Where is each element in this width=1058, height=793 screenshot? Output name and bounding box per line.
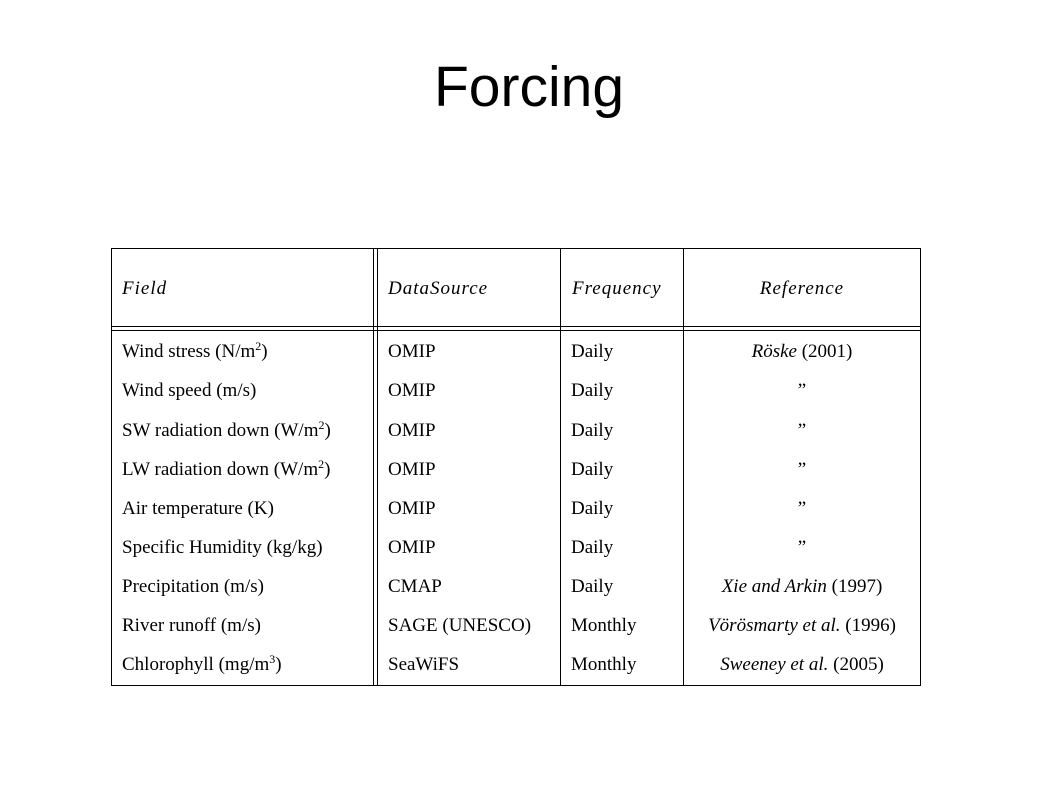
slide-title: Forcing <box>433 55 625 119</box>
table-cell-field: River runoff (m/s) <box>122 615 261 636</box>
table-cell-field: Specific Humidity (kg/kg) <box>122 537 323 558</box>
header-rule-double <box>111 330 921 331</box>
table-cell-field: Wind speed (m/s) <box>122 380 257 401</box>
table-cell-frequency: Daily <box>571 341 614 362</box>
table-right-border <box>920 248 921 686</box>
table-cell-reference: Röske (2001) <box>751 341 853 362</box>
table-cell-field: Air temperature (K) <box>122 498 274 519</box>
table-cell-source: OMIP <box>388 537 436 558</box>
table-cell-frequency: Daily <box>571 498 614 519</box>
table-cell-frequency: Daily <box>571 380 614 401</box>
table-cell-reference: ” <box>797 380 807 401</box>
table-cell-reference: Vörösmarty et al. (1996) <box>708 615 896 636</box>
table-cell-field: Wind stress $(N/m^2)$ <box>122 339 268 362</box>
header-datasource: DataSource <box>388 278 489 299</box>
table-cell-field: Precipitation (m/s) <box>122 576 264 597</box>
table-cell-frequency: Daily <box>571 459 614 480</box>
table-top-border <box>111 248 921 249</box>
table-cell-source: OMIP <box>388 498 436 519</box>
col-divider-1a <box>373 248 374 686</box>
table-cell-reference: ” <box>797 537 807 558</box>
table-cell-reference: ” <box>797 459 807 480</box>
col-divider-1b <box>377 248 378 686</box>
header-field: Field <box>122 278 168 299</box>
table-cell-frequency: Daily <box>571 420 614 441</box>
table-cell-reference: ” <box>797 420 807 441</box>
header-frequency: Frequency <box>572 278 662 299</box>
table-cell-frequency: Daily <box>571 537 614 558</box>
table-cell-frequency: Daily <box>571 576 614 597</box>
table-cell-reference: ” <box>797 498 807 519</box>
table-cell-reference: Xie and Arkin (1997) <box>721 576 883 597</box>
table-cell-source: OMIP <box>388 459 436 480</box>
header-rule <box>111 326 921 327</box>
table-cell-reference: Sweeney et al. (2005) <box>720 654 884 675</box>
table-left-border <box>111 248 112 686</box>
table-cell-field: Chlorophyll $(mg/m^3)$ <box>122 652 282 675</box>
table-cell-field: LW radiation down $(W/m^2)$ <box>122 457 331 480</box>
table-cell-field: SW radiation down $(W/m^2)$ <box>122 418 331 441</box>
col-divider-2 <box>560 248 561 686</box>
table-cell-frequency: Monthly <box>571 654 637 675</box>
table-cell-frequency: Monthly <box>571 615 637 636</box>
table-cell-source: OMIP <box>388 341 436 362</box>
forcing-table <box>111 248 921 686</box>
table-cell-source: SeaWiFS <box>388 654 460 675</box>
table-bottom-border <box>111 685 921 686</box>
table-cell-source: OMIP <box>388 380 436 401</box>
table-cell-source: CMAP <box>388 576 442 597</box>
table-cell-source: SAGE (UNESCO) <box>388 615 532 636</box>
table-cell-source: OMIP <box>388 420 436 441</box>
header-reference: Reference <box>759 278 845 299</box>
